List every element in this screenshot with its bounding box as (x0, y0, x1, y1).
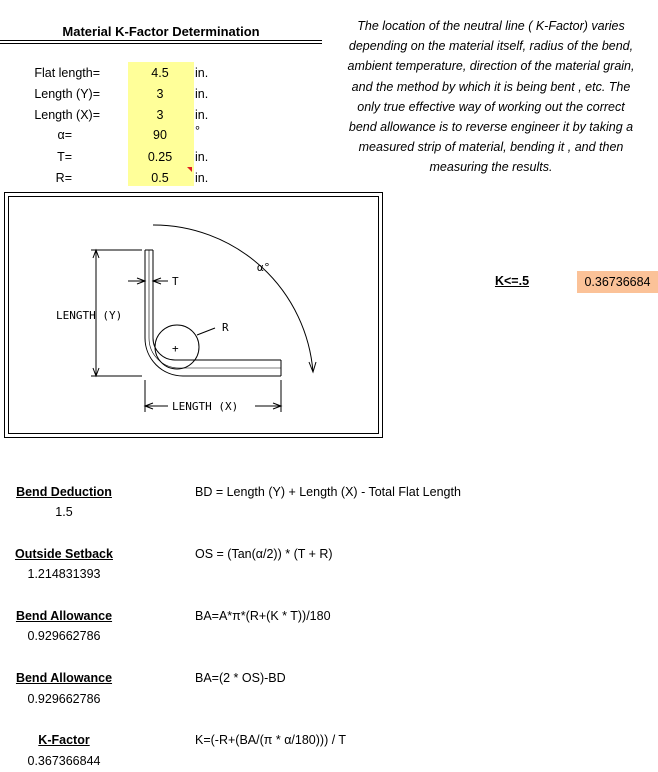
k-factor-formula: K=(-R+(BA/(π * α/180))) / T (195, 733, 347, 747)
description-line: measured strip of material, bending it , and then (358, 140, 624, 155)
flat-length-input[interactable]: 4.5 (151, 66, 169, 80)
bend-deduction-label: Bend Deduction (16, 485, 112, 499)
outside-setback-formula: OS = (Tan(α/2)) * (T + R) (195, 547, 333, 561)
radius-unit: in. (195, 171, 209, 185)
outside-setback-label: Outside Setback (15, 547, 113, 561)
alpha-label: α= (57, 128, 72, 142)
thickness-unit: in. (195, 150, 209, 164)
length-y-label: Length (Y)= (34, 87, 100, 101)
length-x-label: Length (X)= (34, 108, 100, 122)
outside-setback-value[interactable]: 1.214831393 (27, 567, 101, 581)
bend-diagram (0, 0, 390, 440)
length-x-input[interactable]: 3 (156, 108, 164, 122)
bend-deduction-formula: BD = Length (Y) + Length (X) - Total Flat Length (195, 485, 461, 499)
length-y-text: LENGTH (Y) (56, 309, 123, 322)
alpha-input[interactable]: 90 (153, 128, 167, 142)
flat-length-unit: in. (195, 66, 209, 80)
bend-allowance-formula: BA=A*π*(R+(K * T))/180 (195, 609, 331, 623)
radius-text: R (222, 321, 229, 334)
center-mark: + (172, 342, 179, 355)
length-x-unit: in. (195, 108, 209, 122)
radius-input[interactable]: 0.5 (151, 171, 169, 185)
flat-length-label: Flat length= (34, 66, 100, 80)
bend-allowance-alt-formula: BA=(2 * OS)-BD (195, 671, 286, 685)
description-line: The location of the neutral line ( K-Factor) varies (357, 19, 625, 33)
bend-allowance-value[interactable]: 0.929662786 (27, 629, 101, 643)
length-y-unit: in. (195, 87, 209, 101)
description-line: and the method by which it is being bent , etc. The (351, 79, 631, 94)
thickness-label: T= (57, 150, 72, 164)
radius-leader (197, 328, 215, 335)
description-line: bend allowance is to reverse engineer it by taking a (348, 120, 634, 135)
alpha-text: α° (257, 261, 271, 274)
length-y-input[interactable]: 3 (156, 87, 164, 101)
bend-allowance-alt-label: Bend Allowance (15, 671, 113, 685)
radius-label: R= (55, 171, 72, 185)
length-x-text: LENGTH (X) (172, 400, 239, 413)
k-factor-label: K-Factor (38, 733, 90, 747)
alpha-unit: ° (195, 124, 200, 138)
description-line: measuring the results. (429, 160, 553, 175)
description-line: depending on the material itself, radius of the bend, (348, 39, 634, 54)
description-line: only true effective way of working out the correct (357, 99, 625, 114)
page-title: Material K-Factor Determination (62, 24, 260, 39)
k-check-label: K<=.5 (494, 274, 530, 288)
thickness-text: T (172, 275, 179, 288)
bend-allowance-alt-value[interactable]: 0.929662786 (27, 692, 101, 706)
k-factor-value[interactable]: 0.367366844 (27, 754, 101, 768)
description-line: ambient temperature, direction of the material grain, (347, 59, 635, 74)
bend-deduction-value[interactable]: 1.5 (55, 505, 73, 519)
thickness-input[interactable]: 0.25 (147, 150, 173, 164)
bend-allowance-label: Bend Allowance (15, 609, 113, 623)
k-check-value[interactable]: 0.36736684 (577, 271, 658, 293)
